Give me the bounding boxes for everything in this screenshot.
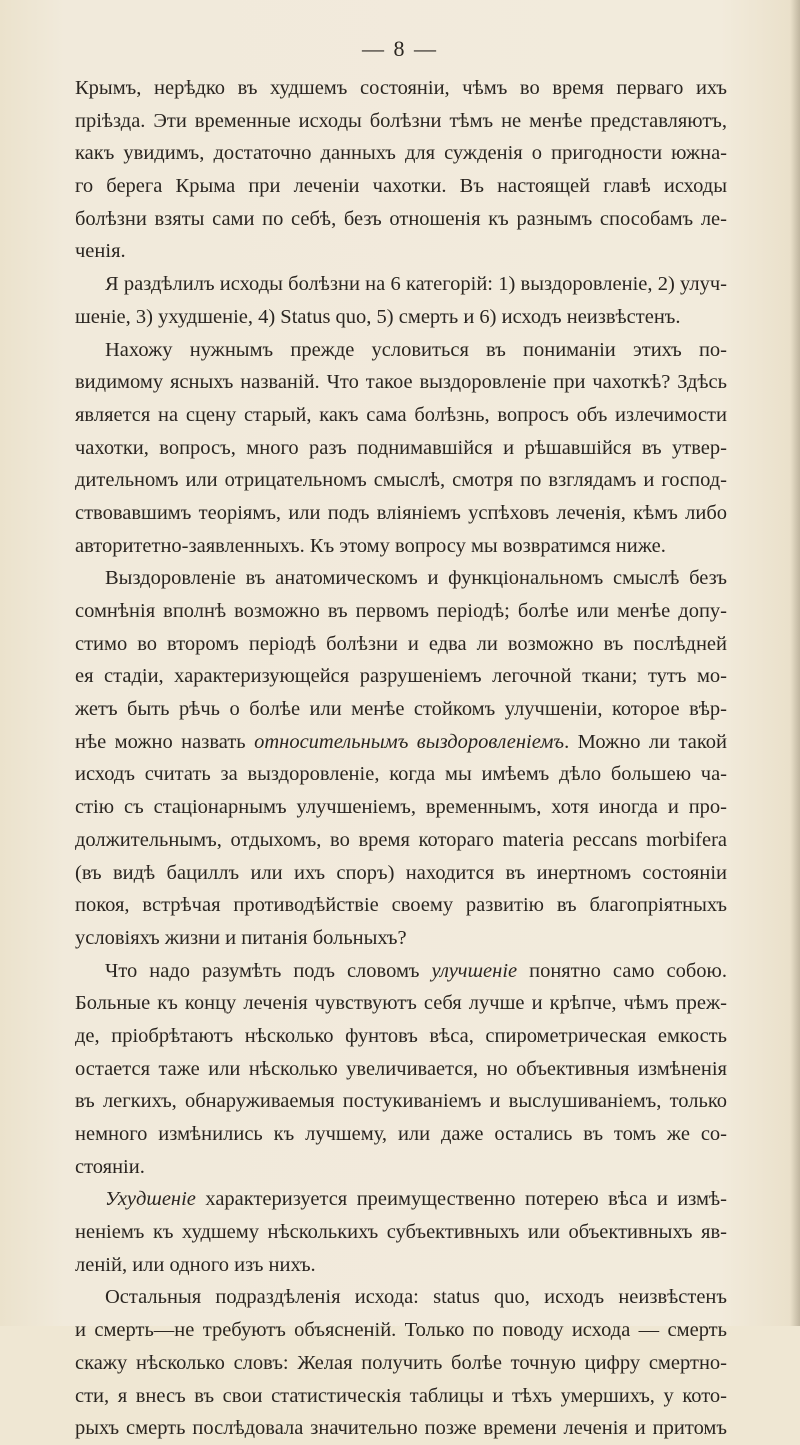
text-line: ея стадіи, характеризующейся разрушеніемъ легочной ткани; тутъ мо- bbox=[75, 665, 727, 688]
page-edge-shadow bbox=[790, 0, 800, 1326]
text-line: Больные къ концу леченія чувствуютъ себя лучше и крѣпче, чѣмъ преж- bbox=[75, 992, 727, 1015]
text-line: чахотки, вопросъ, много разъ поднимавшійся и рѣшавшійся въ утвер- bbox=[75, 436, 727, 459]
text-segment: понятно само собою. bbox=[517, 959, 727, 982]
text-line: стимо во второмъ періодѣ болѣзни и едва ли возможно въ послѣдней bbox=[75, 632, 727, 655]
text-line: сти, я внесъ въ свои статистическія таблицы и тѣхъ умершихъ, у кото- bbox=[75, 1384, 727, 1407]
text-line: сомнѣнія вполнѣ возможно въ первомъ періодѣ; болѣе или менѣе допу- bbox=[75, 600, 727, 622]
text-line: шеніе, 3) ухудшеніе, 4) Status quo, 5) смерть и 6) исходъ неизвѣстенъ. bbox=[75, 305, 681, 328]
italic-term: относительнымъ выздоровленіемъ bbox=[254, 730, 565, 753]
page-number: — 8 — bbox=[362, 36, 438, 61]
text-line: леній, или одного изъ нихъ. bbox=[75, 1253, 316, 1276]
text-segment: характеризуется преимущественно потерею вѣса и измѣ- bbox=[195, 1188, 727, 1211]
text-line: и смерть—не требуютъ объясненій. Только по поводу исхода — смерть bbox=[75, 1319, 727, 1342]
text-line: жетъ быть рѣчь о болѣе или менѣе стойкомъ улучшеніи, которое вѣр- bbox=[75, 698, 727, 721]
text-line: является на сцену старый, какъ сама болѣзнь, вопросъ объ излечимости bbox=[75, 403, 727, 426]
text-line: видимому ясныхъ названій. Что такое выздоровленіе при чахоткѣ? Здѣсь bbox=[75, 371, 727, 394]
text-segment: нѣе можно назвать bbox=[75, 730, 255, 753]
text-line: болѣзни взяты сами по себѣ, безъ отношенія къ разнымъ способамъ ле- bbox=[75, 207, 727, 230]
text-line: Нахожу нужнымъ прежде условиться въ пониманіи этихъ по- bbox=[105, 338, 727, 361]
text-segment: . Можно ли такой bbox=[564, 730, 727, 753]
text-line: въ легкихъ, обнаруживаемыя постукиваніемъ и выслушиваніемъ, только bbox=[75, 1090, 727, 1113]
text-line: ченія. bbox=[75, 240, 126, 263]
text-line: условіяхъ жизни и питанія больныхъ? bbox=[75, 926, 407, 949]
text-line: покоя, встрѣчая противодѣйствіе своему развитію въ благопріятныхъ bbox=[75, 894, 727, 917]
text-line: неніемъ къ худшему нѣсколькихъ субъективныхъ или объективныхъ яв- bbox=[75, 1221, 727, 1244]
text-segment: Что надо разумѣть подъ словомъ bbox=[105, 959, 432, 982]
text-line: пріѣзда. Эти временные исходы болѣзни тѣмъ не менѣе представляютъ, bbox=[75, 109, 727, 132]
text-line: стію съ стаціонарнымъ улучшеніемъ, временнымъ, хотя иногда и про- bbox=[75, 796, 727, 819]
body-text bbox=[75, 72, 727, 1445]
text-line: дительномъ или отрицательномъ смыслѣ, смотря по взглядамъ и господ- bbox=[75, 469, 727, 492]
text-line: должительнымъ, отдыхомъ, во время котораго materia peccans morbifera bbox=[75, 828, 727, 851]
text-line: де, пріобрѣтаютъ нѣсколько фунтовъ вѣса, спирометрическая емкость bbox=[75, 1024, 727, 1047]
text-line: Остальныя подраздѣленія исхода: status quo, исходъ неизвѣстенъ bbox=[105, 1286, 727, 1309]
text-line: рыхъ смерть послѣдовала значительно позже времени леченія и притомъ bbox=[75, 1417, 727, 1440]
text-line: ствовавшимъ теоріямъ, или подъ вліяніемъ успѣховъ леченія, кѣмъ либо bbox=[75, 501, 727, 524]
text-line: Крымъ, нерѣдко въ худшемъ состояніи, чѣмъ во время перваго ихъ bbox=[75, 77, 727, 99]
text-line: остается таже или нѣсколько увеличивается, но объективныя измѣненія bbox=[75, 1057, 727, 1080]
text-line: авторитетно-заявленныхъ. Къ этому вопросу мы возвратимся ниже. bbox=[75, 534, 666, 557]
text-line: го берега Крыма при леченіи чахотки. Въ настоящей главѣ исходы bbox=[75, 175, 727, 198]
text-line bbox=[75, 1183, 727, 1216]
text-line: стояніи. bbox=[75, 1155, 145, 1178]
text-line: Выздоровленіе въ анатомическомъ и функціональномъ смыслѣ безъ bbox=[105, 567, 727, 590]
text-line: Я раздѣлилъ исходы болѣзни на 6 категорій: 1) выздоровленіе, 2) улуч- bbox=[105, 273, 727, 296]
italic-term: Ухудшеніе bbox=[105, 1188, 196, 1211]
text-line bbox=[75, 955, 727, 988]
text-line: скажу нѣсколько словъ: Желая получить болѣе точную цифру смертно- bbox=[75, 1351, 727, 1374]
text-line: какъ увидимъ, достаточно данныхъ для сужденія о пригодности южна- bbox=[75, 142, 727, 165]
text-line bbox=[75, 726, 727, 759]
text-line: исходъ считать за выздоровленіе, когда мы имѣемъ дѣло большею ча- bbox=[75, 763, 727, 786]
italic-term: улучшеніе bbox=[431, 959, 518, 982]
text-line: немного измѣнились къ лучшему, или даже остались въ томъ же со- bbox=[75, 1123, 727, 1145]
text-line: (въ видѣ бациллъ или ихъ споръ) находится въ инертномъ состояніи bbox=[75, 861, 727, 884]
